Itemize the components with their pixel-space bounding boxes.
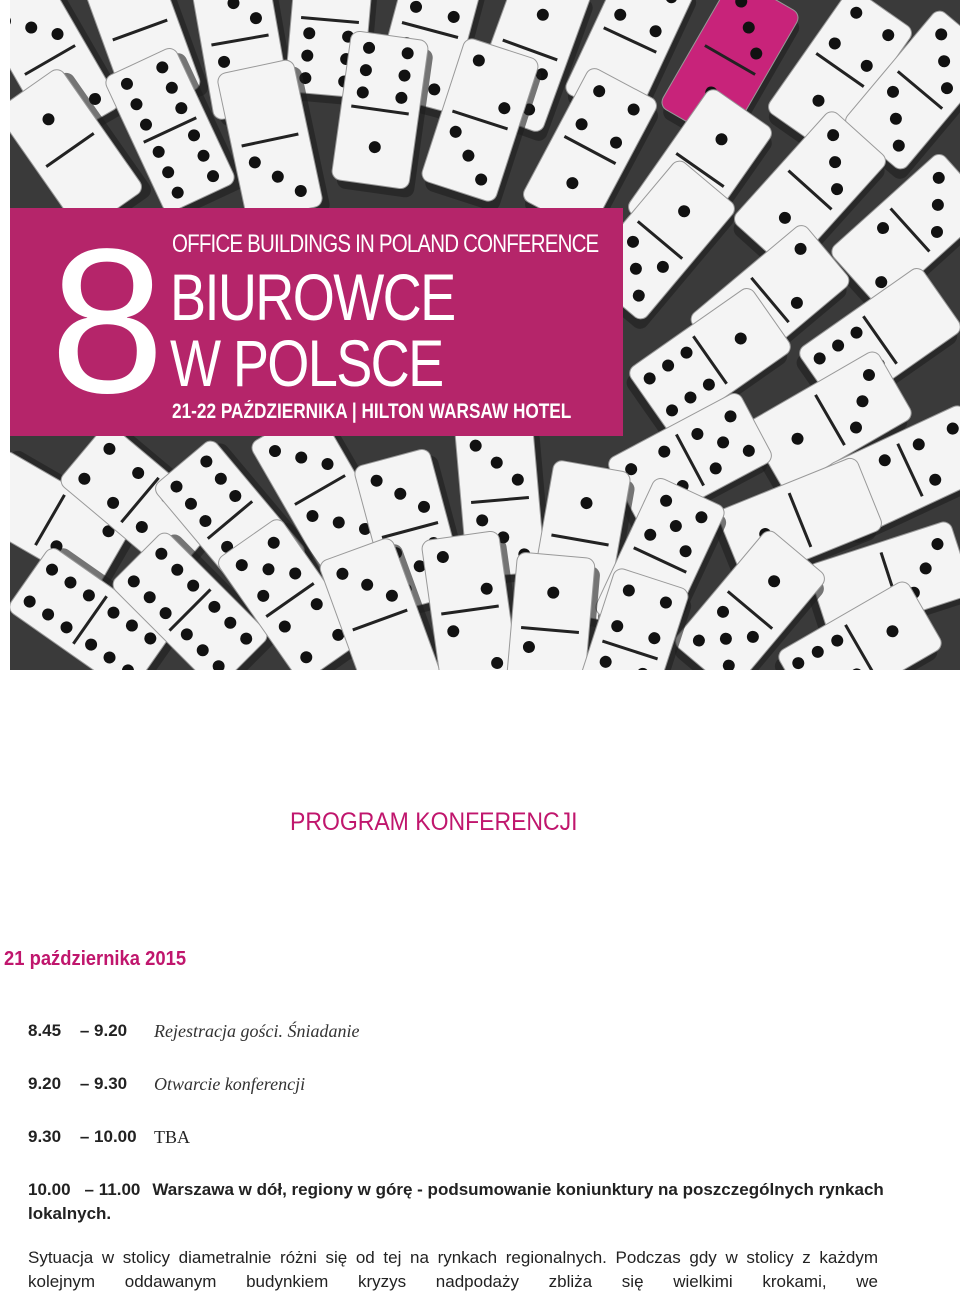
hero-image [10, 0, 960, 670]
item-label: TBA [154, 1127, 190, 1147]
banner-subtitle: OFFICE BUILDINGS IN POLAND CONFERENCE [172, 230, 599, 258]
item-start: 10.00 [28, 1180, 71, 1199]
program-date: 21 października 2015 [4, 948, 187, 970]
banner-title-line2: W POLSCE [170, 326, 443, 400]
item-end: 9.30 [94, 1074, 128, 1093]
program-item: 8.45 – 9.20 Rejestracja gości. Śniadanie [28, 1021, 360, 1041]
item-end: 9.20 [94, 1021, 128, 1040]
item-start: 9.20 [28, 1074, 62, 1093]
item-label: Otwarcie konferencji [154, 1074, 306, 1094]
item-end: 11.00 [98, 1180, 141, 1199]
item-start: 9.30 [28, 1127, 62, 1146]
program-item: 9.30 – 10.00 TBA [28, 1127, 190, 1147]
banner-title-line1: BIUROWCE [170, 260, 455, 334]
item-end: 10.00 [94, 1127, 137, 1146]
item-label: Rejestracja gości. Śniadanie [154, 1021, 360, 1041]
domino-tile [504, 552, 601, 670]
page-title: PROGRAM KONFERENCJI [290, 808, 578, 836]
edition-number: 8 [50, 206, 161, 436]
item-description: Sytuacja w stolicy diametralnie różni się od tej na rynkach regionalnych. Podczas gdy w stolicy z każdym kolejnym oddawanym budynkiem kryzys nadpodaży zbliża się wielkimi krokami, we [28, 1248, 878, 1291]
item-start: 8.45 [28, 1021, 62, 1040]
banner-date-venue: 21-22 PAŹDZIERNIKA | HILTON WARSAW HOTEL [172, 400, 572, 423]
item-label: Warszawa w dół, regiony w górę - podsumowanie koniunktury na poszczególnych rynkach lokalnych. [28, 1180, 884, 1223]
program-item: 10.00 – 11.00 Warszawa w dół, regiony w górę - podsumowanie koniunktury na poszczególnych rynkach lokalnych. [28, 1180, 884, 1223]
program-item: 9.20 – 9.30 Otwarcie konferencji [28, 1074, 306, 1094]
conference-banner [10, 208, 623, 436]
